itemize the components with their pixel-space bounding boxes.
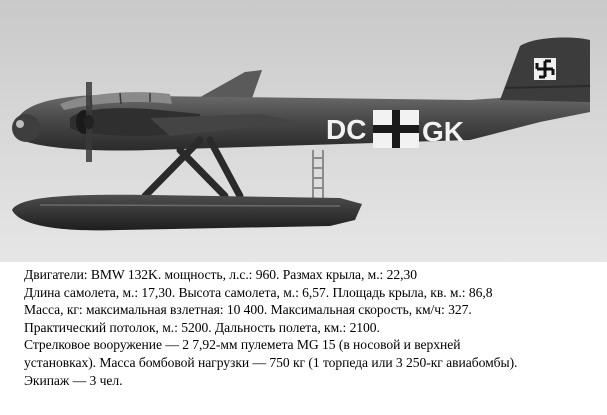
spec-line-armament: Стрелковое вооружение — 2 7,92-мм пулемета MG 15 (в носовой и верхней [24,337,461,353]
fuselage-code-right: GK [422,116,464,147]
spec-line-bomb-load: установках). Масса бомбовой нагрузки — 750 кг (1 торпеда или 3 250-кг авиабомбы). [24,354,518,370]
spec-line-engines: Двигатели: BMW 132K. мощность, л.с.: 960. Размах крыла, м.: 22,30 [24,267,417,282]
fuselage-cross [373,110,419,148]
fuselage-code-left: DC [326,114,367,145]
spec-line-crew: Экипаж — 3 чел. [24,372,123,388]
spec-line-ceiling-range: Практический потолок, м.: 5200. Дальность полета, км.: 2100. [24,319,380,335]
float [12,195,362,231]
nose [12,114,40,142]
spec-line-dimensions: Длина самолета, м.: 17,30. Высота самолета, м.: 6,57. Площадь крыла, кв. м.: 86,8 [24,284,493,300]
aircraft-specifications [24,266,607,389]
spec-line-mass-speed: Масса, кг: максимальная взлетная: 10 400. Максимальная скорость, км/ч: 327. [24,302,472,318]
